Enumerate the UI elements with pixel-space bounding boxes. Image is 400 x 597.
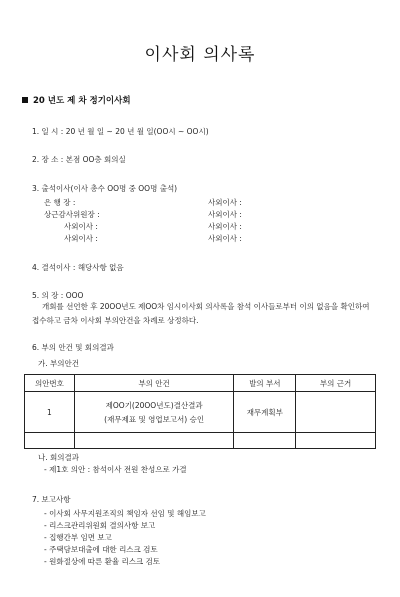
attendee-right: 사외이사 : (208, 210, 242, 219)
meeting-heading-text: 20 년도 제 차 정기이사회 (33, 96, 131, 106)
attendee-right: 사외이사 : (208, 222, 242, 231)
document-title: 이사회 의사록 (144, 45, 256, 65)
attendee-left: 사외이사 : (64, 222, 98, 231)
empty-cell (74, 433, 234, 449)
place-line: 2. 장 소 : 본점 OO층 회의실 (32, 155, 126, 164)
absent-line: 4. 결석이사 : 해당사항 없음 (32, 263, 124, 272)
result-item: - 제1호 의안 : 참석이사 전원 찬성으로 가결 (44, 465, 187, 474)
empty-cell (234, 433, 296, 449)
report-item: - 이사회 사무지원조직의 책임자 선임 및 해임보고 (44, 509, 206, 518)
chair-paragraph: 개회를 선언한 후 20OO년도 제OO차 임시이사회 의사록을 참석 이사들로부터 이의 없음을 확인하여 접수하고 금차 이사회 부의안건을 차례로 상정하다. (32, 302, 370, 325)
square-bullet-icon (22, 97, 28, 103)
empty-cell (296, 433, 376, 449)
agenda-table (24, 374, 376, 449)
attendee-left: 상근감사위원장 : (44, 210, 100, 219)
table-header-cell: 부의 근거 (296, 375, 376, 392)
empty-cell (25, 433, 75, 449)
table-row (25, 392, 376, 433)
datetime-line: 1. 일 시 : 20 년 월 일 ~ 20 년 월 일(OO시 ~ OO시) (32, 127, 209, 136)
report-item: - 주택담보대출에 대한 리스크 검토 (44, 545, 158, 554)
agenda-sub-a: 가. 부의안건 (38, 359, 79, 368)
table-header-cell: 의안번호 (25, 375, 75, 392)
attendance-header: 3. 출석이사(이사 총수 OO명 중 OO명 출석) (32, 184, 178, 193)
agenda-dept-cell: 재무계획부 (234, 392, 296, 433)
agenda-item-line: 제OO기(20OO년도)결산결과 (105, 400, 203, 410)
agenda-header: 6. 부의 안건 및 회의결과 (32, 343, 114, 352)
report-item: - 리스크관리위원회 결의사항 보고 (44, 521, 156, 530)
table-header-cell: 발의 부서 (234, 375, 296, 392)
report-item: - 원화절상에 따른 환율 리스크 검토 (44, 557, 161, 566)
report-item: - 집행간부 임면 보고 (44, 533, 112, 542)
agenda-table-header-row (25, 375, 376, 392)
attendee-left: 사외이사 : (64, 234, 98, 243)
meeting-heading (22, 94, 131, 106)
table-header-cell: 부의 안건 (74, 375, 234, 392)
agenda-no-cell: 1 (25, 392, 75, 433)
attendee-left: 은 행 장 : (44, 198, 76, 207)
result-sub-b: 나. 회의결과 (38, 453, 79, 462)
table-row (25, 433, 376, 449)
attendee-right: 사외이사 : (208, 234, 242, 243)
attendee-right: 사외이사 : (208, 198, 242, 207)
agenda-item-cell (74, 392, 234, 433)
agenda-basis-cell (296, 392, 376, 433)
chair-line: 5. 의 장 : OOO (32, 291, 84, 300)
report-header: 7. 보고사항 (32, 495, 71, 504)
agenda-item-line: (재무제표 및 영업보고서) 승인 (104, 414, 205, 424)
